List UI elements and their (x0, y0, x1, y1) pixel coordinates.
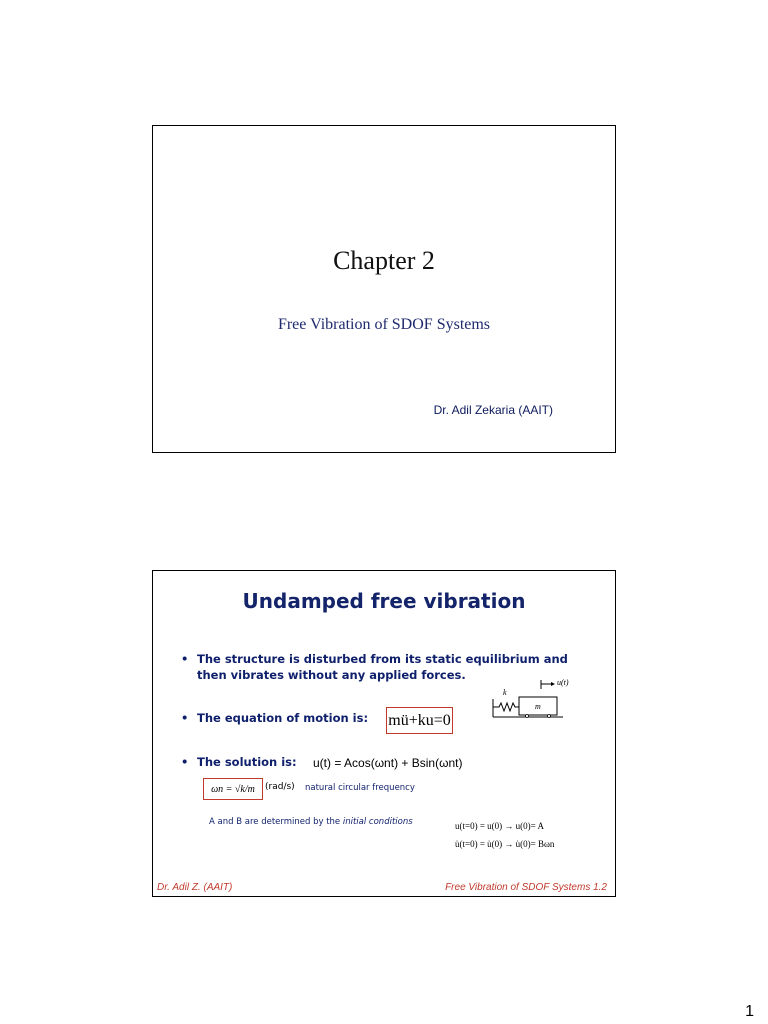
omega-units: (rad/s) (265, 782, 295, 792)
title-slide (152, 125, 616, 453)
bullet-icon: • (181, 755, 189, 769)
k-label: k (503, 688, 507, 697)
bullet-item: • The structure is disturbed from its static equilibrium and then vibrates without any applied forces. (181, 652, 568, 682)
content-slide (152, 570, 616, 897)
equation-of-motion: mü+ku=0 (386, 707, 453, 734)
arrow-icon (551, 682, 555, 686)
u-label: u(t) (557, 678, 569, 687)
bullet-item: • The equation of motion is: (181, 711, 369, 725)
solution-equation: u(t) = Acos(ωnt) + Bsin(ωnt) (313, 756, 463, 770)
initial-condition-velocity: u̇(t=0) = u̇(0) → u̇(0)= Bωn (455, 839, 555, 849)
omega-formula: ωn = √k/m (203, 778, 263, 800)
bullet-icon: • (181, 711, 189, 725)
page-number: 1 (745, 1003, 754, 1020)
slide-title: Undamped free vibration (242, 589, 526, 613)
spring-mass-diagram (489, 675, 569, 723)
footer-author: Dr. Adil Z. (AAIT) (157, 882, 233, 893)
chapter-subtitle: Free Vibration of SDOF Systems (277, 316, 491, 333)
spring-icon (493, 703, 519, 711)
footer-slide-ref: Free Vibration of SDOF Systems 1.2 (445, 882, 607, 893)
chapter-title: Chapter 2 (333, 246, 435, 275)
initial-condition-displacement: u(t=0) = u(0) → u(0)= A (455, 821, 544, 831)
initial-conditions-note: A and B are determined by the initial conditions (209, 817, 413, 827)
author-name: Dr. Adil Zekaria (AAIT) (433, 403, 553, 417)
bullet-icon: • (181, 652, 189, 666)
natural-frequency-label: natural circular frequency (305, 783, 415, 793)
bullet-item: • The solution is: (181, 755, 297, 769)
m-label: m (535, 702, 541, 711)
